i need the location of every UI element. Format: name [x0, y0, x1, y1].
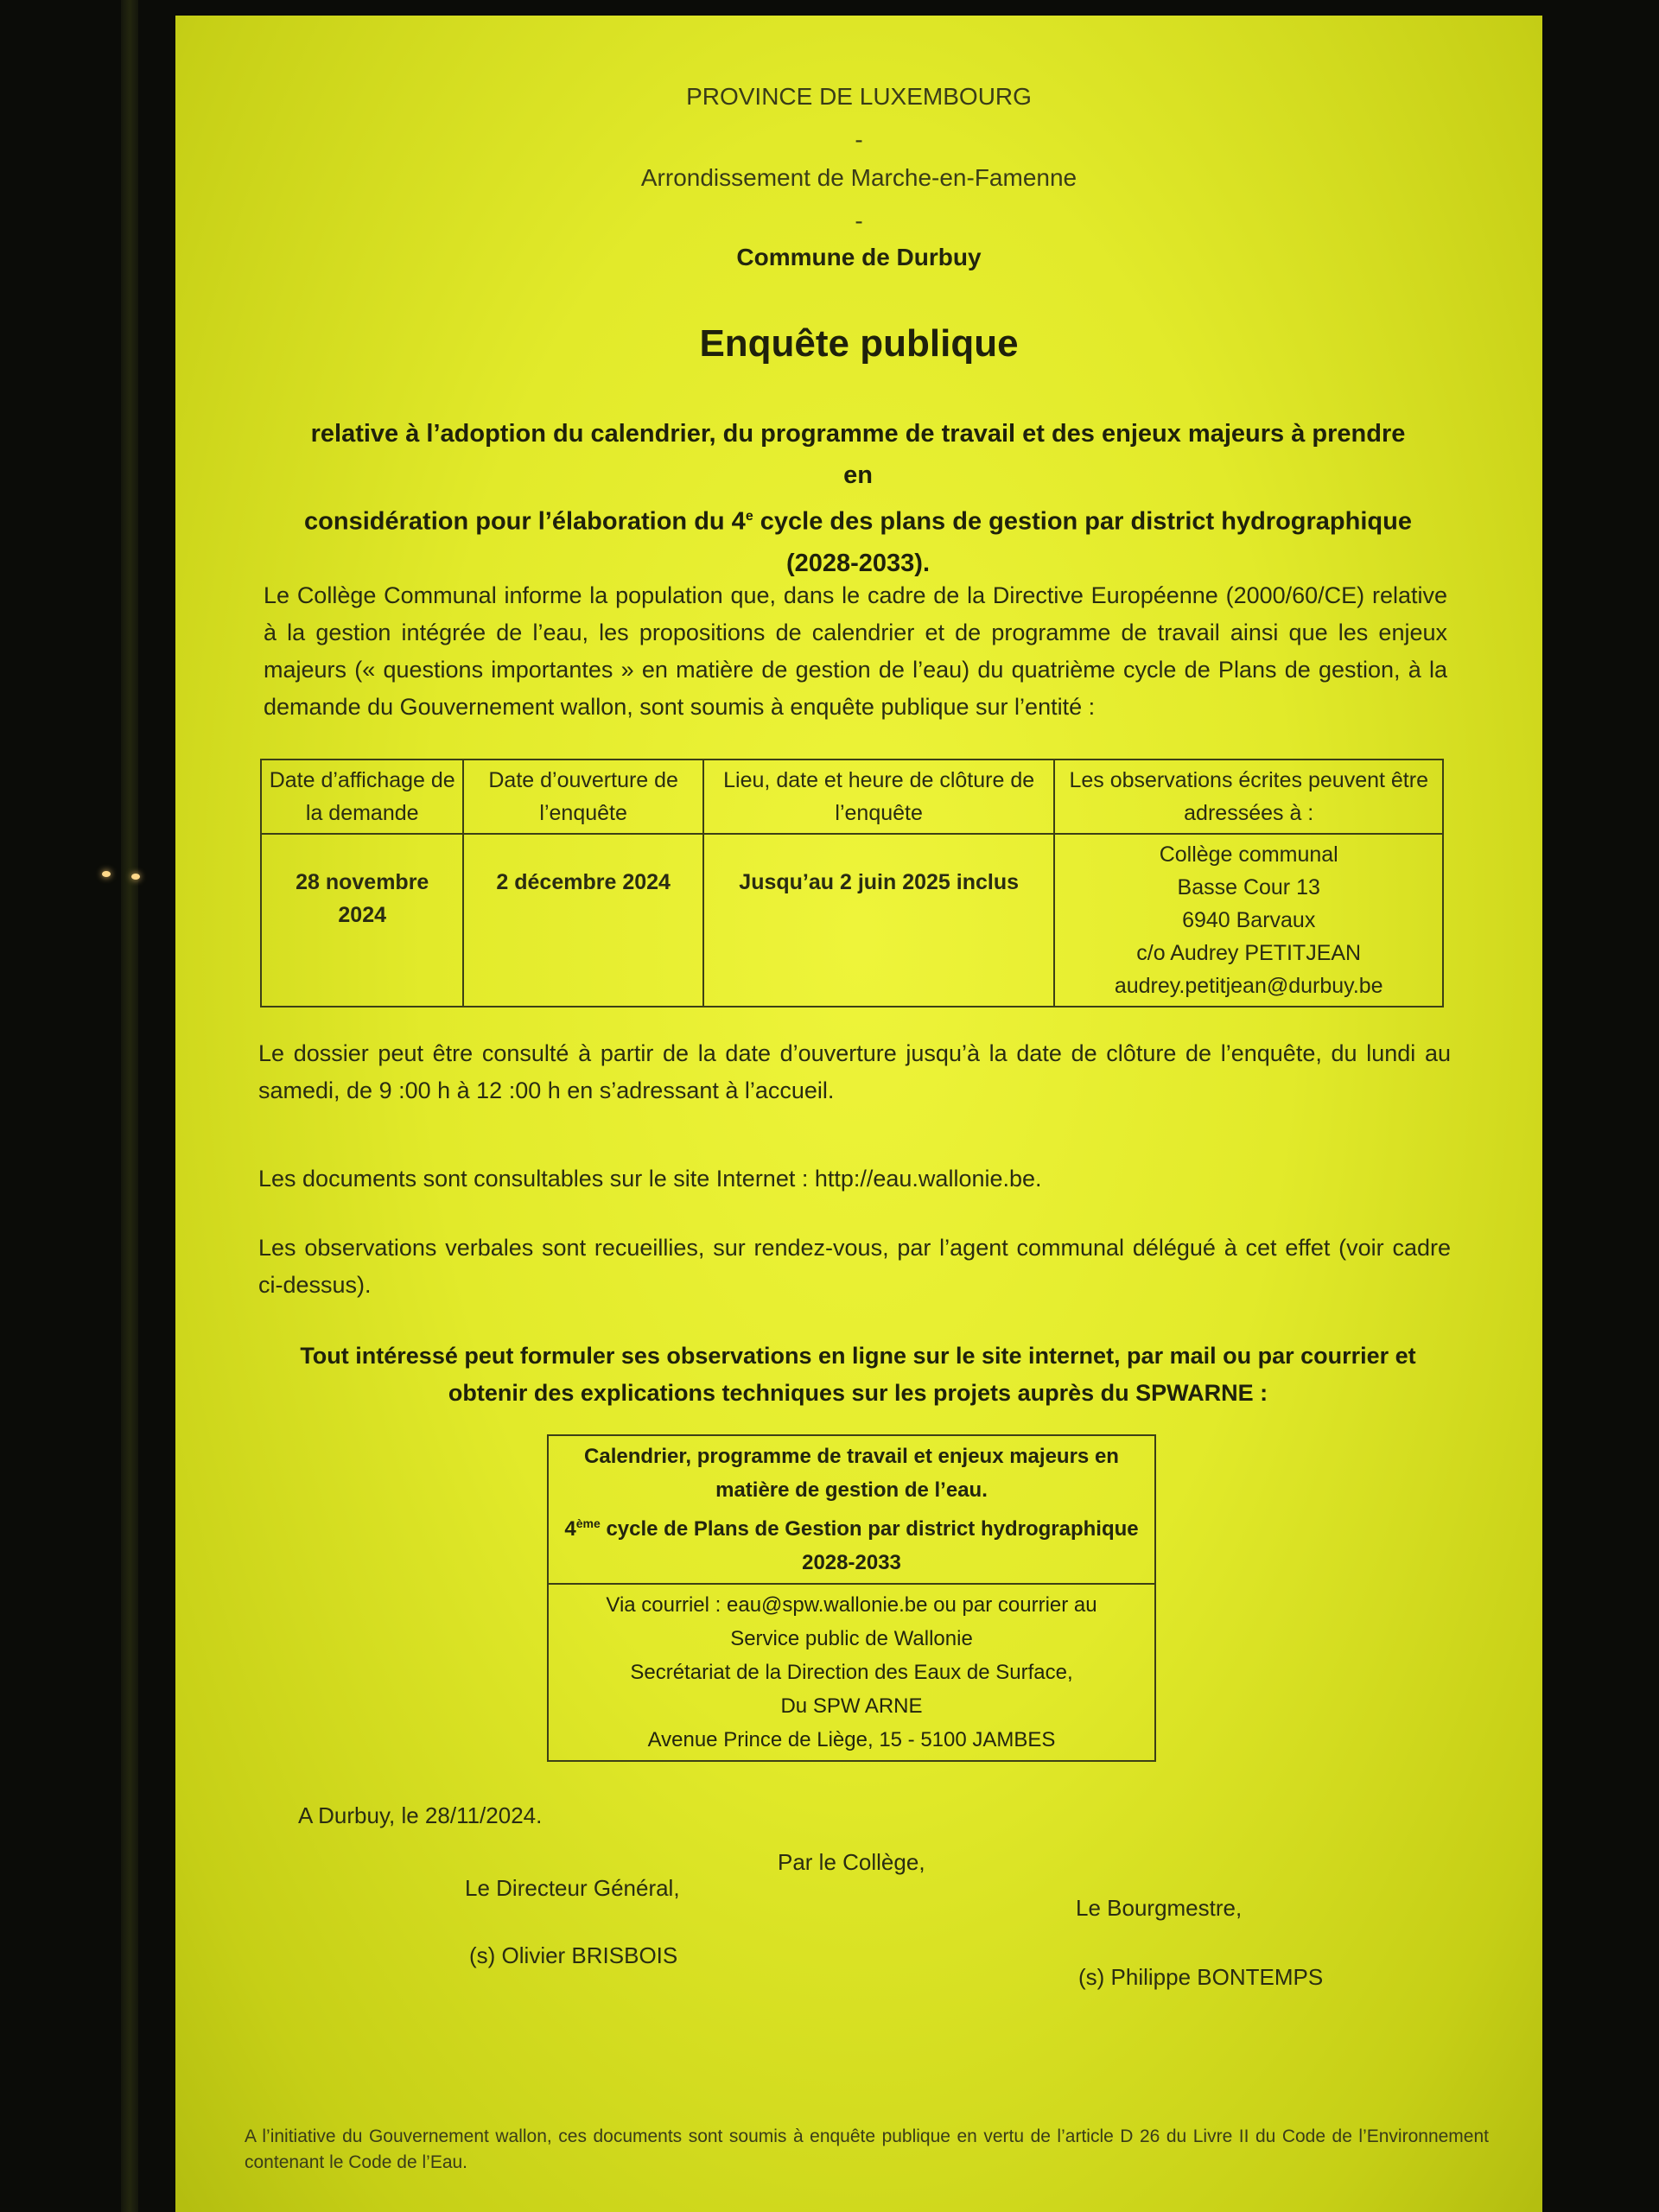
date-ouverture: 2 décembre 2024	[463, 834, 702, 1007]
address-line: c/o Audrey PETITJEAN	[1136, 941, 1362, 965]
par-le-college: Par le Collège,	[778, 1849, 925, 1875]
spw-title-line: 2028-2033	[802, 1551, 901, 1574]
page-title: Enquête publique	[699, 322, 1019, 365]
online-paragraph: Tout intéressé peut formuler ses observations en ligne sur le site internet, par mail ou par courrier et obtenir des explications techniques sur les projets auprès du SPWARNE :	[300, 1343, 1416, 1406]
header-cloture: Lieu, date et heure de clôture de l’enquête	[703, 760, 1055, 834]
spw-contact-row	[548, 1584, 1155, 1761]
table-header-row	[261, 760, 1443, 834]
table-row	[261, 834, 1443, 1007]
schedule-table	[260, 759, 1444, 1007]
frame-edge	[121, 0, 138, 2212]
spw-contact-box	[547, 1434, 1156, 1762]
place-date: A Durbuy, le 28/11/2024.	[298, 1802, 543, 1828]
spw-contact-cell	[548, 1584, 1155, 1761]
spw-title-line: Calendrier, programme de travail et enjeux majeurs en	[584, 1445, 1119, 1468]
separator-1: -	[855, 126, 863, 153]
separator-2: -	[855, 207, 863, 234]
province-heading: PROVINCE DE LUXEMBOURG	[686, 83, 1032, 110]
spw-contact-line: Via courriel : eau@spw.wallonie.be ou par courrier au	[606, 1593, 1097, 1617]
documents-paragraph: Les documents sont consultables sur le site Internet : http://eau.wallonie.be.	[258, 1166, 1042, 1192]
spw-title-line: 4ème cycle de Plans de Gestion par district hydrographique	[564, 1516, 1139, 1541]
spw-contact-line: Secrétariat de la Direction des Eaux de Surface,	[630, 1661, 1073, 1684]
header-ouverture: Date d’ouverture de l’enquête	[463, 760, 702, 834]
dossier-paragraph: Le dossier peut être consulté à partir de la date d’ouverture jusqu’à la date de clôture de l’enquête, du lundi au samedi, de 9 :00 h à 12 :00 h en s’adressant à l’accueil.	[258, 1040, 1451, 1103]
address-line: Collège communal	[1159, 842, 1338, 867]
bourgmestre-name: (s) Philippe BONTEMPS	[1078, 1964, 1324, 1990]
date-cloture: Jusqu’au 2 juin 2025 inclus	[703, 834, 1055, 1007]
notice-poster	[175, 16, 1542, 2212]
directeur-title: Le Directeur Général,	[465, 1875, 680, 1901]
arrondissement-heading: Arrondissement de Marche-en-Famenne	[640, 164, 1077, 191]
subtitle	[296, 413, 1420, 584]
header-observations: Les observations écrites peuvent être adressées à :	[1054, 760, 1443, 834]
bourgmestre-title: Le Bourgmestre,	[1076, 1895, 1243, 1921]
subtitle-line-2: considération pour l’élaboration du 4e cycle des plans de gestion par district hydrographique	[304, 507, 1412, 536]
spw-contact-line: Du SPW ARNE	[780, 1694, 923, 1718]
spw-contact-line: Service public de Wallonie	[730, 1627, 973, 1650]
date-affichage: 28 novembre 2024	[261, 834, 463, 1007]
verbal-paragraph: Les observations verbales sont recueillies, sur rendez-vous, par l’agent communal délégué à cet effet (voir cadre ci-dessus).	[258, 1235, 1451, 1298]
header-affichage: Date d’affichage de la demande	[261, 760, 463, 834]
address-email: audrey.petitjean@durbuy.be	[1114, 974, 1383, 998]
address-line: Basse Cour 13	[1177, 875, 1320, 899]
spw-title-row	[548, 1435, 1155, 1584]
subtitle-line-3: (2028-2033).	[785, 549, 931, 577]
legal-footnote: A l’initiative du Gouvernement wallon, ces documents sont soumis à enquête publique en vertu de l’article D 26 du Livre II du Code de l’Environnement contenant le Code de l’Eau.	[245, 2126, 1489, 2172]
address-cell	[1054, 834, 1443, 1007]
intro-paragraph: Le Collège Communal informe la population que, dans le cadre de la Directive Européenne (2000/60/CE) relative à la gestion intégrée de l’eau, les propositions de calendrier et de programme de travail ainsi que les enjeux majeurs (« questions importantes » en matière de gestion de l’eau) du quatrième cycle de Plans de gestion, à la demande du Gouvernement wallon, sont soumis à enquête publique sur l’entité :	[264, 582, 1447, 720]
directeur-name: (s) Olivier BRISBOIS	[469, 1942, 678, 1968]
address-line: 6940 Barvaux	[1182, 908, 1316, 932]
commune-heading: Commune de Durbuy	[736, 244, 982, 270]
subtitle-line-1: relative à l’adoption du calendrier, du programme de travail et des enjeux majeurs à prendre en	[310, 420, 1406, 489]
spw-title-line: matière de gestion de l’eau.	[715, 1478, 988, 1502]
spw-contact-line: Avenue Prince de Liège, 15 - 5100 JAMBES	[647, 1728, 1056, 1751]
spw-title-cell	[548, 1435, 1155, 1584]
